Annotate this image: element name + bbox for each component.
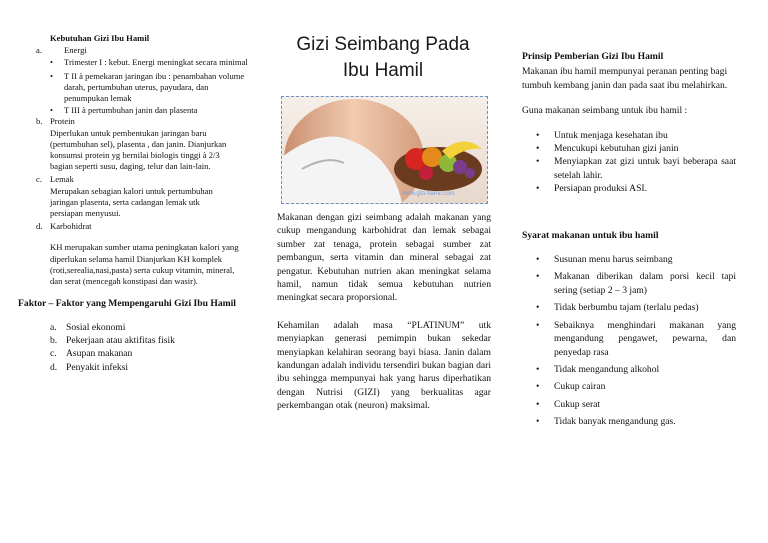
list-marker: c. [36, 174, 42, 185]
list-item [536, 270, 736, 297]
bullet-icon: • [50, 105, 54, 116]
bullet-icon: • [536, 302, 540, 314]
trimester-text: Trimester I : kebut. Energi meningkat secara minimal [64, 57, 248, 68]
list-item [536, 129, 736, 142]
factor-text: Sosial ekonomi [66, 321, 126, 333]
list-item [536, 182, 736, 195]
list-text: Untuk menjaga kesehatan ibu [554, 129, 668, 141]
list-text: Persiapan produksi ASI. [554, 183, 647, 195]
list-item [536, 155, 736, 182]
bullet-icon: • [536, 156, 540, 168]
item-karbohidrat [36, 221, 246, 287]
list-marker: d. [50, 361, 58, 373]
list-item [536, 301, 736, 314]
column-middle [277, 0, 491, 81]
item-label: Lemak [50, 174, 74, 185]
item-lemak [36, 174, 232, 219]
trimester-item [50, 70, 254, 105]
column-left [18, 0, 254, 373]
list-text: Tidak banyak mengandung gas. [554, 416, 676, 428]
paragraph-prinsip: Makanan ibu hamil mempunyai peranan penting bagi tumbuh kembang janin dan pada saat ibu melahirkan. [522, 66, 728, 91]
bullet-icon: • [536, 381, 540, 393]
photo-watermark: www.gizi-hamil.com [402, 191, 455, 197]
list-text: Sebaiknya menghindari makanan yang mengandung pengawet, pewarna, dan penyedap rasa [554, 319, 736, 358]
item-text: Diperlukan untuk pembentukan jaringan baru (pertumbuhan sel), plasenta , dan janin. Dianjurkan konsumsi protein yg bernilai biologis tinggi à 2/3 bagian seperti susu, daging, telur dan lain-lain. [50, 127, 227, 172]
list-item [536, 319, 736, 359]
trimester-item [50, 57, 254, 68]
list-item [50, 321, 284, 334]
factor-text: Penyakit infeksi [66, 361, 129, 373]
item-label: Karbohidrat [50, 221, 92, 232]
list-item [50, 347, 284, 360]
factor-list [50, 321, 284, 375]
trimester-text: T II à pemekaran jaringan ibu : penambahan volume darah, pertumbuhan uterus, payudara, dan penumpukan lemak [64, 70, 245, 104]
bullet-icon: • [536, 398, 540, 410]
list-item [536, 380, 736, 393]
trimester-text: T III à pertumbuhan janin dan plasenta [64, 105, 198, 116]
bullet-icon: • [536, 363, 540, 375]
heading-prinsip: Prinsip Pemberian Gizi Ibu Hamil [522, 51, 664, 62]
item-text: Merupakan sebagian kalori untuk pertumbuhan jaringan plasenta, serta cadangan lemak utk persiapan menyusui. [50, 185, 213, 219]
item-text: KH merupakan sumber utama peningkatan kalori yang diperlukan selama hamil Dianjurkan KH komplek (roti,serealia,nasi,pasta) serta cukup vitamin, mineral, dan serat (mencegah konstipasi dan wasir). [50, 242, 239, 287]
bullet-icon: • [536, 129, 540, 141]
paragraph-platinum: Kehamilan adalah masa “PLATINUM” utk menyiapkan generasi pemimpin bukan sekedar menyiapkan kelahiran seorang bayi biasa. Janin dalam kandungan adalah individu tersendiri bukan bagian dari ibu sehingga mempunyai hak yang harus diperhatikan dengan Nutrisi (GIZI) yang berkualitas agar perkembangan otak (neuron) maksimal. [277, 319, 491, 412]
list-item [536, 142, 736, 155]
bullet-icon: • [536, 416, 540, 428]
list-item [536, 415, 736, 428]
list-marker: b. [36, 116, 43, 127]
item-label: Protein [50, 116, 75, 127]
column-right [522, 0, 736, 428]
list-marker: a. [50, 321, 57, 333]
list-text: Tidak mengandung alkohol [554, 363, 660, 375]
bullet-icon: • [536, 319, 540, 331]
list-item [536, 363, 736, 376]
bullet-icon: • [50, 57, 54, 68]
list-item [50, 361, 284, 374]
heading-syarat: Syarat makanan untuk ibu hamil [522, 229, 659, 241]
bullet-icon: • [536, 183, 540, 195]
heading-kebutuhan-gizi: Kebutuhan Gizi Ibu Hamil [50, 33, 150, 43]
list-marker: a. [36, 45, 42, 56]
list-item [536, 253, 736, 266]
list-text: Makanan diberikan dalam porsi kecil tapi sering (setiap 2 – 3 jam) [554, 271, 736, 296]
factor-text: Asupan makanan [66, 348, 133, 360]
item-energi [36, 45, 268, 56]
trimester-item [50, 105, 254, 116]
heading-faktor: Faktor – Faktor yang Mempengaruhi Gizi Ibu Hamil [18, 298, 236, 310]
bullet-icon: • [536, 143, 540, 155]
factor-text: Pekerjaan atau aktifitas fisik [66, 335, 175, 347]
paragraph-guna: Guna makanan seimbang untuk ibu hamil : [522, 105, 688, 117]
item-protein [36, 116, 232, 172]
list-item [50, 334, 284, 347]
list-text: Cukup cairan [554, 381, 606, 393]
column-middle-body [277, 211, 491, 413]
bullet-icon: • [536, 271, 540, 283]
photo-illustration [282, 97, 487, 203]
list-marker: c. [50, 348, 57, 360]
pregnancy-fruit-photo [281, 96, 488, 204]
syarat-list [536, 253, 736, 428]
list-marker: d. [36, 221, 43, 232]
list-text: Cukup serat [554, 398, 601, 410]
list-text: Susunan menu harus seimbang [554, 254, 673, 266]
list-text: Mencukupi kebutuhan gizi janin [554, 143, 679, 155]
guna-list [536, 129, 736, 196]
list-text: Menyiapkan zat gizi untuk bayi beberapa saat setelah lahir. [554, 156, 736, 181]
list-text: Tidak berbumbu tajam (terlalu pedas) [554, 302, 699, 314]
bullet-icon: • [536, 254, 540, 266]
list-item [536, 398, 736, 411]
list-marker: b. [50, 335, 58, 347]
item-label: Energi [64, 45, 87, 56]
paragraph-gizi-seimbang: Makanan dengan gizi seimbang adalah makanan yang cukup mengandung karbohidrat dan lemak sebagai sumber zat tenaga, protein sebagai sumber zat pembangun, serta vitamin dan mineral sebagai zat pengatur. Kebutuhan nutrien akan meningkat selama hamil, namun tidak semua kebutuhan nutrien meningkat secara proporsional. [277, 212, 491, 304]
page-title: Gizi Seimbang Pada Ibu Hamil [296, 34, 470, 81]
bullet-icon: • [50, 70, 54, 81]
